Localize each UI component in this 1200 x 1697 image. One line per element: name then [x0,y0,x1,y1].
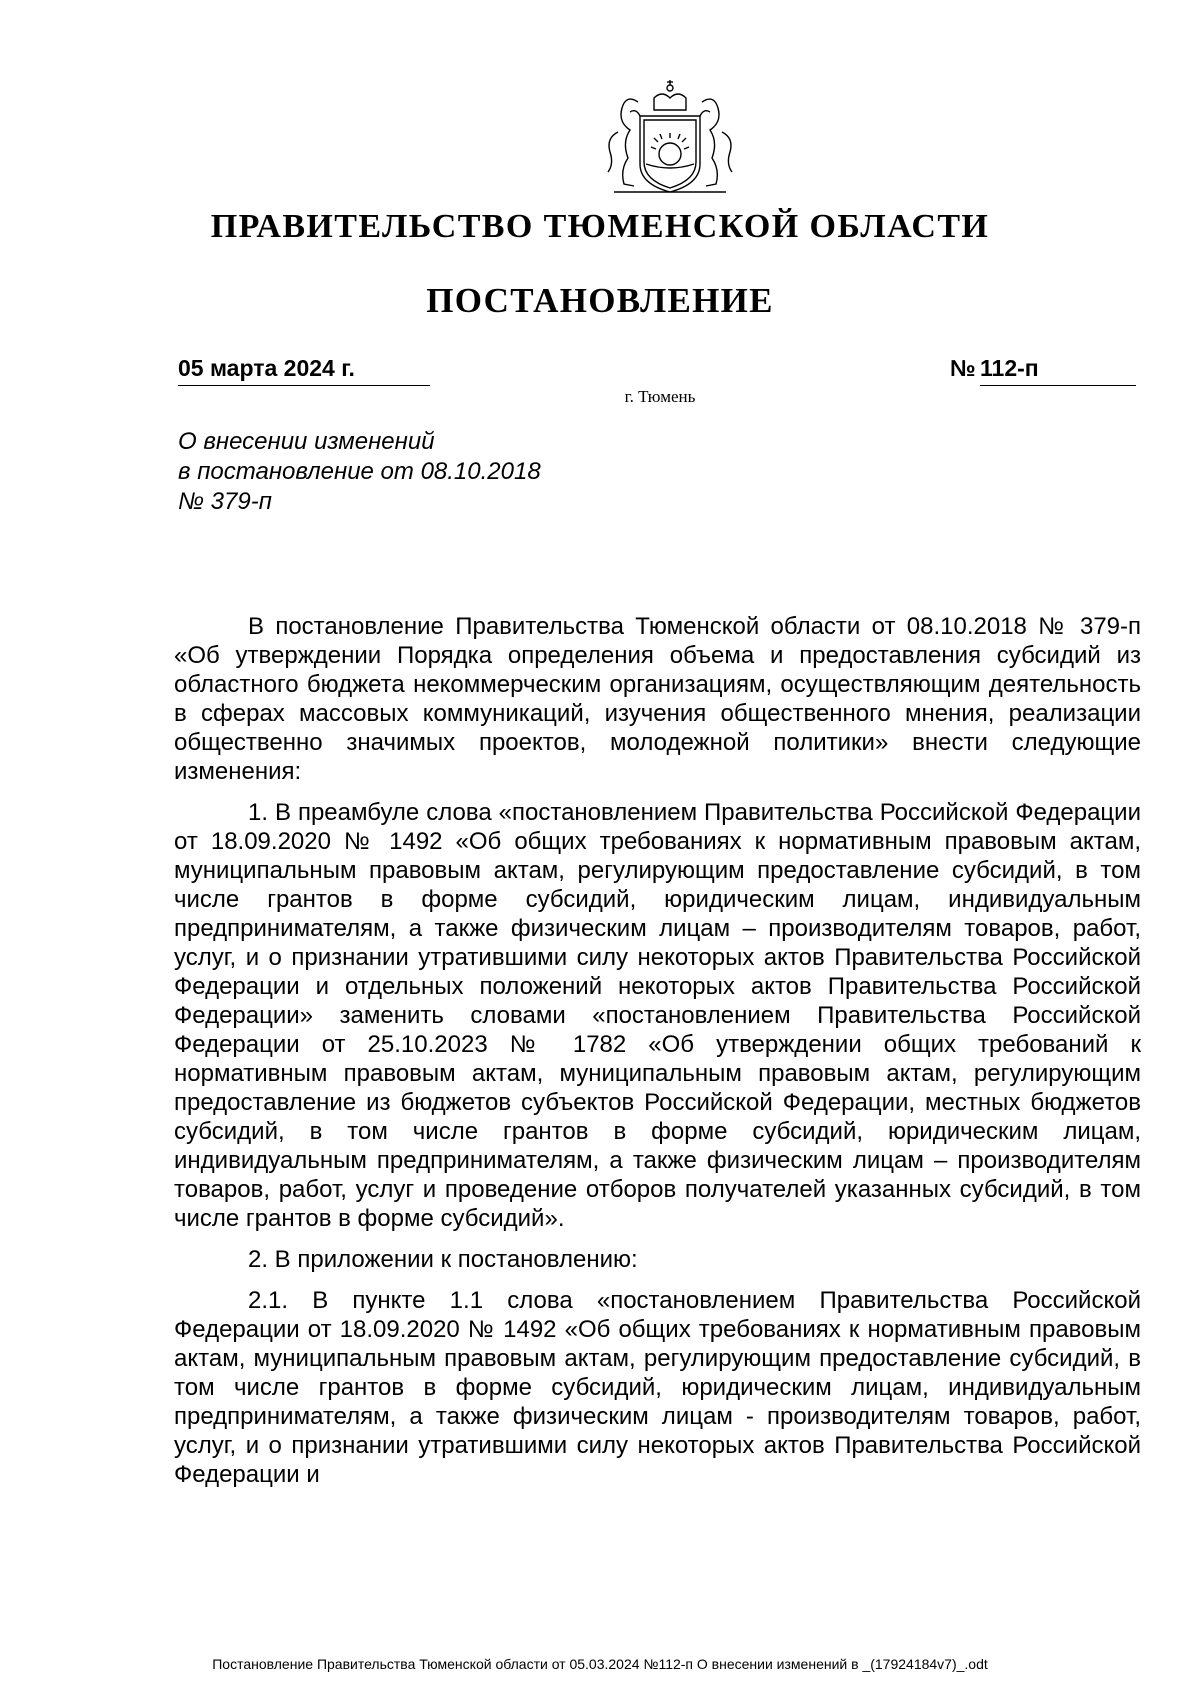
document-subject [178,427,678,517]
document-number-value: 112-п [980,355,1039,381]
subject-line: в постановление от 08.10.2018 [178,458,541,485]
document-number [980,355,1136,386]
government-title: ПРАВИТЕЛЬСТВО ТЮМЕНСКОЙ ОБЛАСТИ [210,208,990,245]
tyumen-region-coat-of-arms-icon [592,72,748,198]
subject-line: № 379-п [178,488,272,515]
body-paragraph: 2.1. В пункте 1.1 слова «постановлением Правительства Российской Федерации от 18.09.2020 № 1492 «Об общих требованиях к нормативным правовым актам, муниципальным правовым актам, регулирующим предоставление субсидий, в том числе грантов в форме субсидий, юридическим лицам, индивидуальным предпринимателям, а также физическим лицам - производителям товаров, работ, услуг, и о признании утратившими силу некоторых актов Правительства Российской Федерации и [174,1287,1141,1488]
document-type-heading: ПОСТАНОВЛЕНИЕ [426,281,774,320]
subject-line: О внесении изменений [178,428,435,455]
body-paragraph: 1. В преамбуле слова «постановлением Правительства Российской Федерации от 18.09.2020 № 1492 «Об общих требованиях к нормативным правовым актам, муниципальным правовым актам, регулирующим предоставление субсидий, в том числе грантов в форме субсидий, юридическим лицам, индивидуальным предпринимателям, а также физическим лицам – производителям товаров, работ, услуг, и о признании утратившими силу некоторых актов Правительства Российской Федерации и отдельных положений некоторых актов Правительства Российской Федерации» заменить словами «постановлением Правительства Российской Федерации от 25.10.2023 № 1782 «Об утверждении общих требований к нормативным правовым актам, муниципальным правовым актам, регулирующим предоставление из бюджетов субъектов Российской Федерации, местных бюджетов субсидий, в том числе грантов в форме субсидий, юридическим лицам, индивидуальным предпринимателям, а также физическим лицам – производителям товаров, работ, услуг и проведение отборов получателей указанных субсидий, в том числе грантов в форме субсидий». [174,799,1141,1232]
number-sign: № [950,355,976,381]
body-paragraph: 2. В приложении к постановлению: [248,1246,638,1273]
document-city: г. Тюмень [624,387,696,406]
document-body [174,612,1141,1501]
body-paragraph: В постановление Правительства Тюменской области от 08.10.2018 № 379-п «Об утверждении Порядка определения объема и предоставления субсидий из областного бюджета некоммерческим организациям, осуществляющим деятельность в сферах массовых коммуникаций, изучения общественного мнения, реализации общественно значимых проектов, молодежной политики» внести следующие изменения: [174,613,1141,785]
page-footer: Постановление Правительства Тюменской области от 05.03.2024 №112-п О внесении изменений в _(17924184v7)_.odt [212,1656,988,1672]
document-date: 05 марта 2024 г. [178,355,430,386]
